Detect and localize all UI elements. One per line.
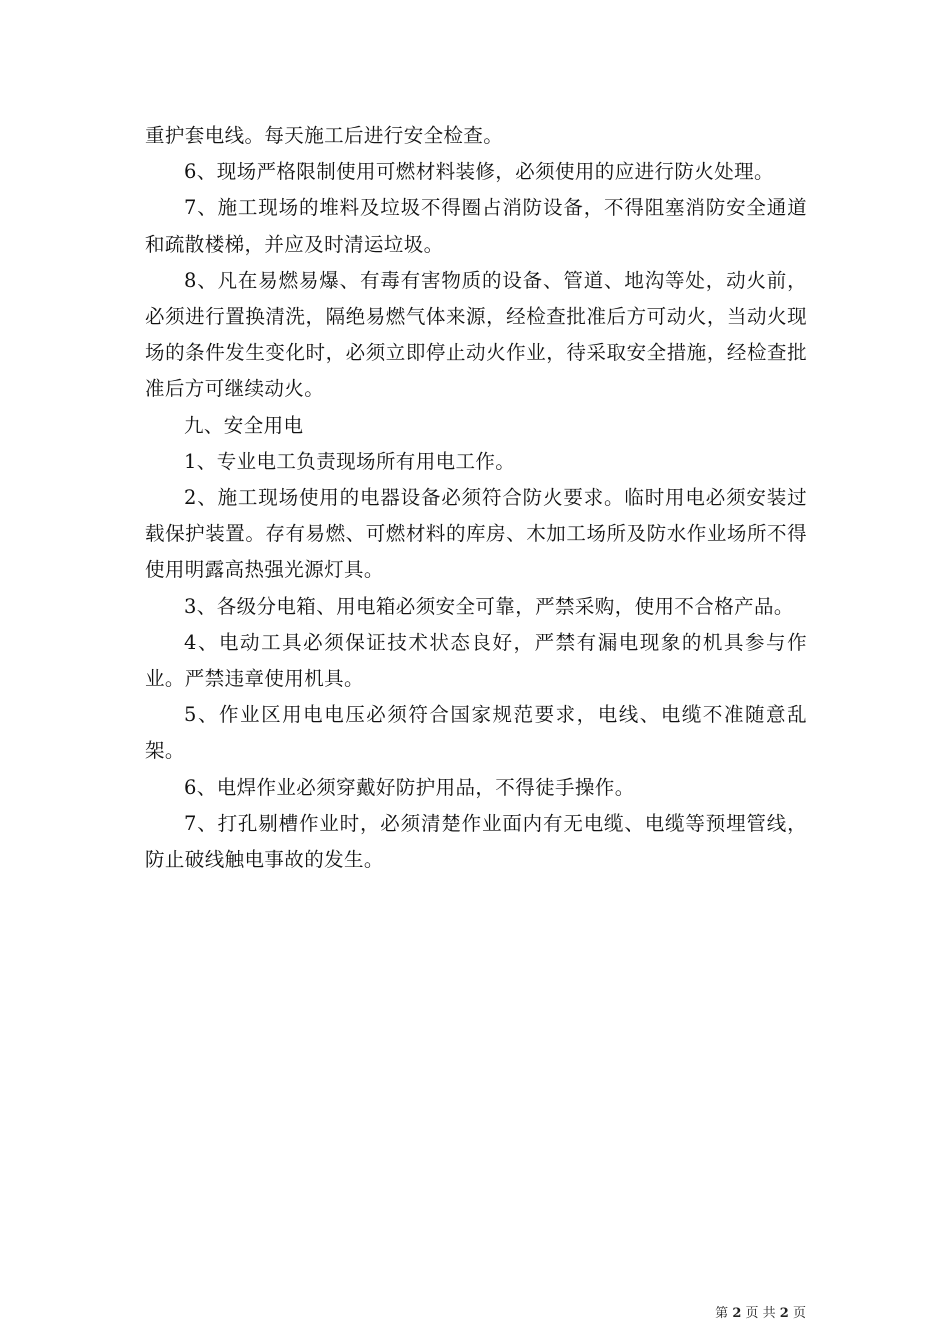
footer-middle: 页 共 — [745, 1306, 776, 1321]
paragraph-item-6-fire: 6、现场严格限制使用可燃材料装修，必须使用的应进行防火处理。 — [184, 160, 774, 184]
paragraph-item-5-electric: 5、作业区用电电压必须符合国家规范要求，电线、电缆不准随意乱架。 — [145, 703, 807, 763]
paragraph-item-7-fire: 7、施工现场的堆料及垃圾不得圈占消防设备，不得阻塞消防安全通道和疏散楼梯，并应及时清运垃圾。 — [145, 196, 807, 256]
paragraph-item-7-electric: 7、打孔剔槽作业时，必须清楚作业面内有无电缆、电缆等预埋管线，防止破线触电事故的发生。 — [145, 811, 807, 872]
paragraph-item-4-electric: 4、电动工具必须保证技术状态良好，严禁有漏电现象的机具参与作业。严禁违章使用机具。 — [145, 630, 807, 691]
footer-suffix: 页 — [792, 1306, 806, 1321]
footer-current-page: 2 — [732, 1306, 742, 1321]
section-heading-electrical-safety: 九、安全用电 — [184, 413, 304, 437]
footer-total-pages: 2 — [779, 1306, 789, 1321]
page-number-footer — [715, 1306, 806, 1322]
paragraph-item-8-fire: 8、凡在易燃易爆、有毒有害物质的设备、管道、地沟等处，动火前，必须进行置换清洗，隔绝易燃气体来源，经检查批准后方可动火，当动火现场的条件发生变化时，必须立即停止动火作业，待采取安全措施，经检查批准后方可继续动火。 — [145, 268, 807, 401]
paragraph-item-1-electric: 1、专业电工负责现场所有用电工作。 — [184, 449, 516, 473]
paragraph-item-2-electric: 2、施工现场使用的电器设备必须符合防火要求。临时用电必须安装过载保护装置。存有易燃、可燃材料的库房、木加工场所及防水作业场所不得使用明露高热强光源灯具。 — [145, 486, 807, 582]
paragraph-continuation: 重护套电线。每天施工后进行安全检查。 — [145, 124, 504, 147]
footer-prefix: 第 — [715, 1306, 729, 1321]
document-body — [145, 118, 807, 878]
paragraph-item-6-electric: 6、电焊作业必须穿戴好防护用品，不得徒手操作。 — [184, 775, 635, 799]
paragraph-item-3-electric: 3、各级分电箱、用电箱必须安全可靠，严禁采购，使用不合格产品。 — [184, 594, 794, 618]
